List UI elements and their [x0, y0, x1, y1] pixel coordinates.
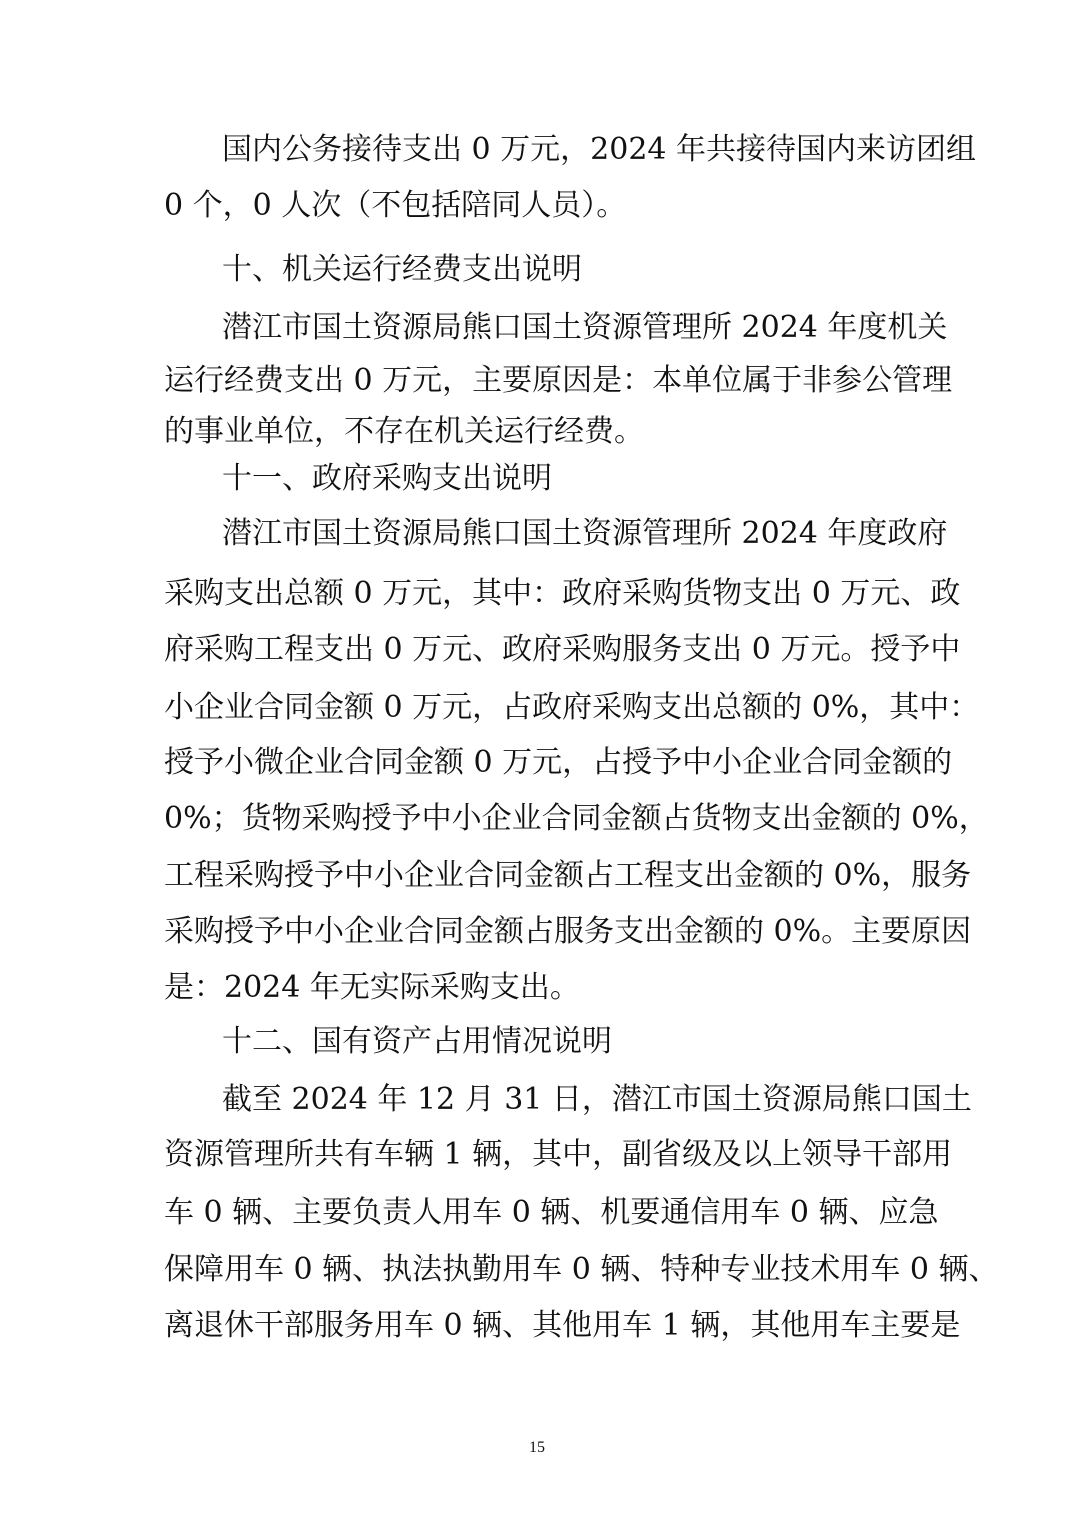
paragraph-line: 国内公务接待支出 0 万元，2024 年共接待国内来访团组: [222, 132, 977, 167]
paragraph-line: 采购授予中小企业合同金额占服务支出金额的 0%。主要原因: [164, 914, 972, 949]
paragraph-line: 0%；货物采购授予中小企业合同金额占货物支出金额的 0%，: [164, 801, 989, 836]
paragraph-line: 授予小微企业合同金额 0 万元，占授予中小企业合同金额的: [164, 745, 953, 780]
paragraph-line: 是：2024 年无实际采购支出。: [164, 970, 580, 1005]
paragraph-line: 潜江市国土资源局熊口国土资源管理所 2024 年度机关: [222, 310, 948, 345]
paragraph-line: 潜江市国土资源局熊口国土资源管理所 2024 年度政府: [222, 516, 948, 551]
section-heading-12: 十二、国有资产占用情况说明: [222, 1024, 612, 1059]
paragraph-line: 小企业合同金额 0 万元，占政府采购支出总额的 0%，其中：: [164, 690, 980, 725]
paragraph-line: 府采购工程支出 0 万元、政府采购服务支出 0 万元。授予中: [164, 632, 961, 667]
section-heading-11: 十一、政府采购支出说明: [222, 461, 552, 496]
paragraph-line: 保障用车 0 辆、执法执勤用车 0 辆、特种专业技术用车 0 辆、: [164, 1252, 999, 1287]
paragraph-line: 运行经费支出 0 万元，主要原因是：本单位属于非参公管理: [164, 363, 953, 398]
paragraph-line: 的事业单位，不存在机关运行经费。: [164, 414, 644, 449]
paragraph-line: 离退休干部服务用车 0 辆、其他用车 1 辆，其他用车主要是: [164, 1308, 961, 1343]
paragraph-line: 截至 2024 年 12 月 31 日，潜江市国土资源局熊口国土: [222, 1082, 972, 1117]
paragraph-line: 采购支出总额 0 万元，其中：政府采购货物支出 0 万元、政: [164, 576, 961, 611]
paragraph-line: 0 个，0 人次（不包括陪同人员）。: [164, 188, 627, 223]
paragraph-line: 资源管理所共有车辆 1 辆，其中，副省级及以上领导干部用: [164, 1137, 953, 1172]
page-number: 15: [529, 1439, 545, 1456]
paragraph-line: 车 0 辆、主要负责人用车 0 辆、机要通信用车 0 辆、应急: [164, 1195, 939, 1230]
section-heading-10: 十、机关运行经费支出说明: [222, 252, 582, 287]
paragraph-line: 工程采购授予中小企业合同金额占工程支出金额的 0%，服务: [164, 858, 972, 893]
